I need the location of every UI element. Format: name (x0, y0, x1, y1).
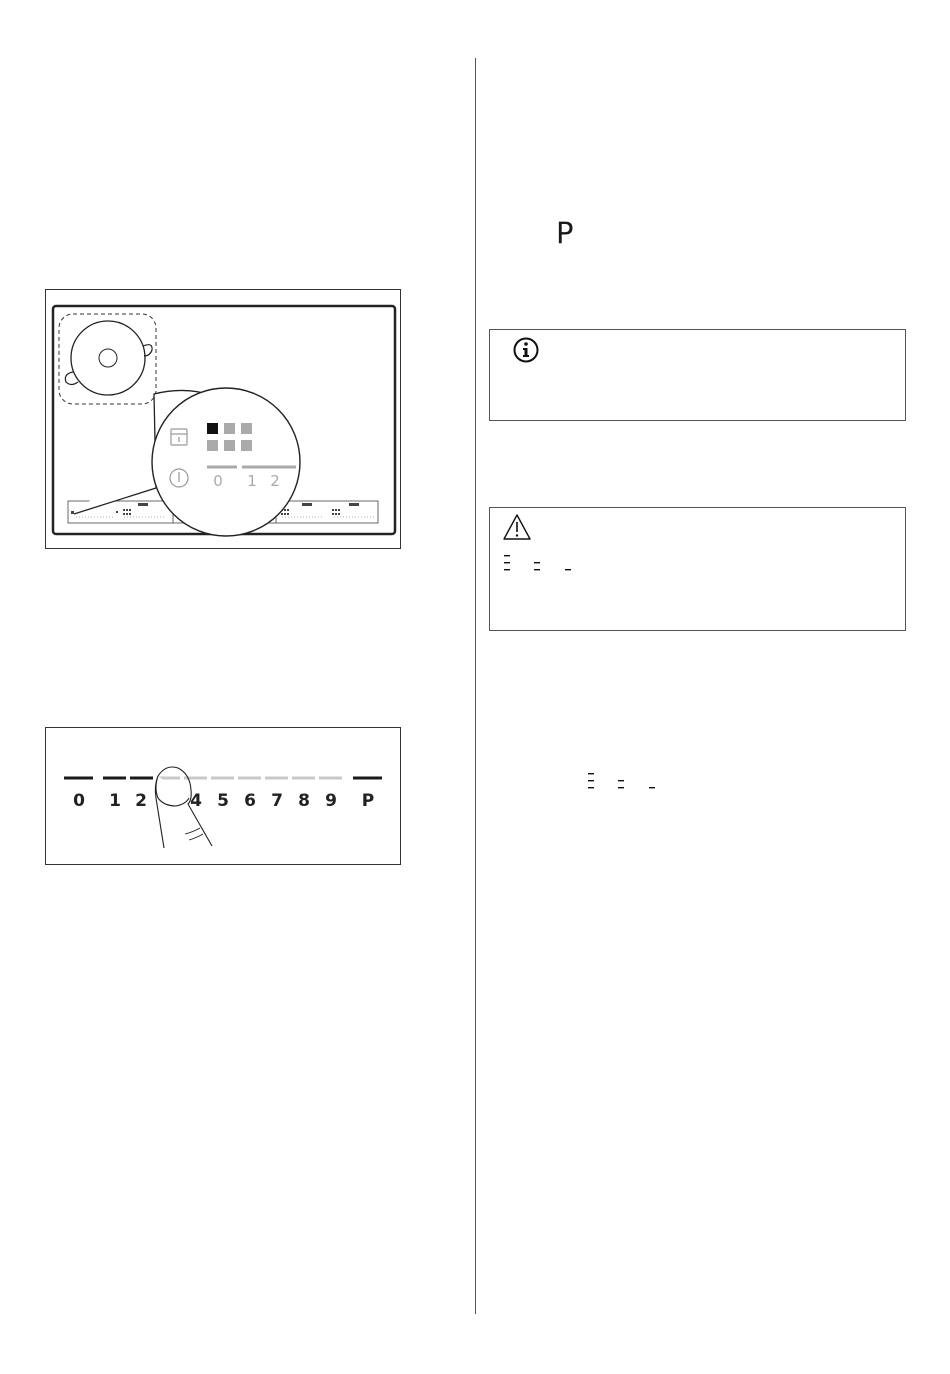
slider-scale-digit: 9 (325, 791, 337, 811)
slider-scale-digit: 2 (135, 791, 147, 811)
warning-note-box (489, 507, 906, 631)
display-segment (224, 440, 235, 451)
display-segment (241, 440, 252, 451)
finger-crease (189, 834, 203, 840)
display-segment (224, 423, 235, 434)
display-segment (241, 423, 252, 434)
slider-scale-digit: 4 (190, 791, 202, 811)
heat-level-medium-icon (534, 562, 540, 563)
slider-scale-digit: 7 (271, 791, 283, 811)
slider-scale-digit: 6 (244, 791, 256, 811)
heat-level-low-icon (649, 787, 655, 788)
fingertip (156, 776, 189, 806)
heat-indicator-glyphs (588, 772, 678, 794)
slider-scale-digit: P (361, 791, 375, 811)
slider-illustration (46, 728, 402, 866)
pan-icon (71, 321, 145, 395)
heat-level-low-icon (565, 569, 571, 570)
column-divider (475, 58, 476, 1314)
zoom-scale-digit: 1 (247, 472, 257, 490)
slider-scale-digit: 5 (217, 791, 229, 811)
heat-level-medium-icon (618, 780, 624, 781)
zoom-scale-digit: 0 (213, 472, 223, 490)
heat-level-high-icon (588, 773, 594, 774)
slider-scale-digit: 8 (298, 791, 310, 811)
info-note-box (489, 329, 906, 421)
display-segment (207, 440, 218, 451)
slider-scale-digit: 1 (109, 791, 121, 811)
warning-triangle-icon (502, 513, 532, 541)
slider-illustration-frame (45, 727, 401, 865)
info-icon (512, 336, 540, 364)
heat-indicator-glyphs (504, 554, 594, 576)
finger-crease (185, 828, 200, 834)
zoom-circle (152, 388, 300, 536)
display-segment-active (207, 423, 218, 434)
slider-scale-digit: 0 (73, 791, 85, 811)
zoom-scale-digit: 2 (270, 472, 280, 490)
power-function-letter: P (556, 216, 574, 250)
heat-level-high-icon (504, 555, 510, 556)
hob-illustration (46, 290, 402, 550)
hob-illustration-frame (45, 289, 401, 549)
